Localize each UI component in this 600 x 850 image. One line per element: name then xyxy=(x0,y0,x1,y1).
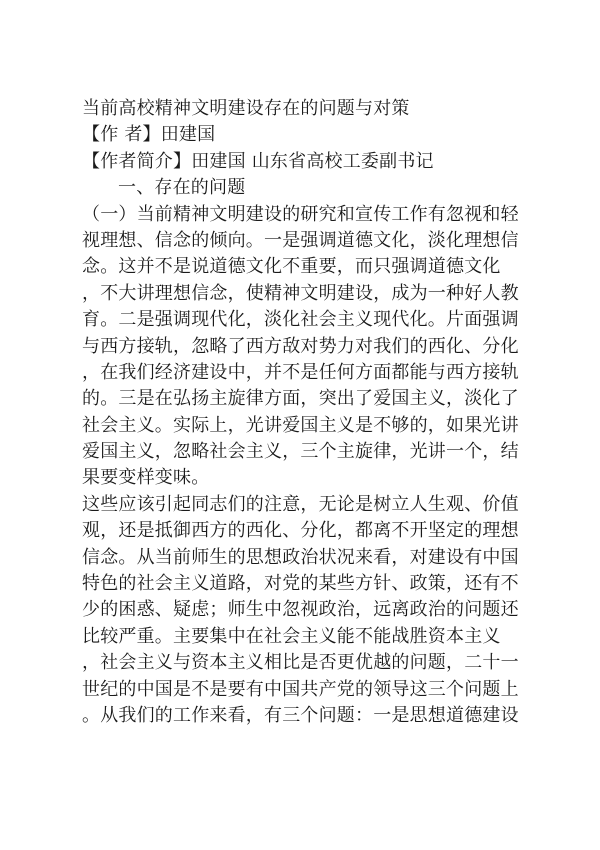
text-line: 社会主义。实际上，光讲爱国主义是不够的，如果光讲 xyxy=(82,414,519,436)
text-line: 观，还是抵御西方的西化、分化，都离不开坚定的理想 xyxy=(82,520,519,542)
text-line: 这些应该引起同志们的注意，无论是树立人生观、价值 xyxy=(82,493,519,515)
document-title: 当前高校精神文明建设存在的问题与对策 xyxy=(82,98,410,119)
text-line: 育。二是强调现代化，淡化社会主义现代化。片面强调 xyxy=(82,309,519,331)
text-line: 特色的社会主义道路，对党的某些方针、政策，还有不 xyxy=(82,573,519,595)
text-line: 信念。从当前师生的思想政治状况来看，对建设有中国 xyxy=(82,546,519,568)
paragraph-1 xyxy=(82,202,532,492)
paragraph-2 xyxy=(82,492,532,730)
author-intro-line: 【作者简介】田建国 山东省高校工委副书记 xyxy=(82,150,434,172)
text-line: 少的困惑、疑虑；师生中忽视政治，远离政治的问题还 xyxy=(82,599,519,621)
text-line: （一）当前精神文明建设的研究和宣传工作有忽视和轻 xyxy=(82,203,519,225)
text-line: 比较严重。主要集中在社会主义能不能战胜资本主义 xyxy=(82,625,501,647)
author-line: 【作 者】田建国 xyxy=(82,124,216,146)
text-line: ，在我们经济建设中，并不是任何方面都能与西方接轨 xyxy=(82,361,519,383)
text-line: 的。三是在弘扬主旋律方面，突出了爱国主义，淡化了 xyxy=(82,388,519,410)
text-line: 念。这并不是说道德文化不重要，而只强调道德文化 xyxy=(82,256,501,278)
section-heading: 一、存在的问题 xyxy=(118,177,246,199)
text-line: 果要变样变味。 xyxy=(82,467,210,489)
text-line: 世纪的中国是不是要有中国共产党的领导这三个问题上 xyxy=(82,678,519,700)
text-line: 视理想、信念的倾向。一是强调道德文化，淡化理想信 xyxy=(82,229,519,251)
document-page xyxy=(82,96,532,729)
text-line: ，社会主义与资本主义相比是否更优越的问题，二十一 xyxy=(82,652,519,674)
text-line: 。从我们的工作来看，有三个问题：一是思想道德建设 xyxy=(82,704,519,726)
text-line: 与西方接轨，忽略了西方敌对势力对我们的西化、分化 xyxy=(82,335,519,357)
text-line: 爱国主义，忽略社会主义，三个主旋律，光讲一个，结 xyxy=(82,441,519,463)
text-line: ，不大讲理想信念，使精神文明建设，成为一种好人教 xyxy=(82,282,519,304)
